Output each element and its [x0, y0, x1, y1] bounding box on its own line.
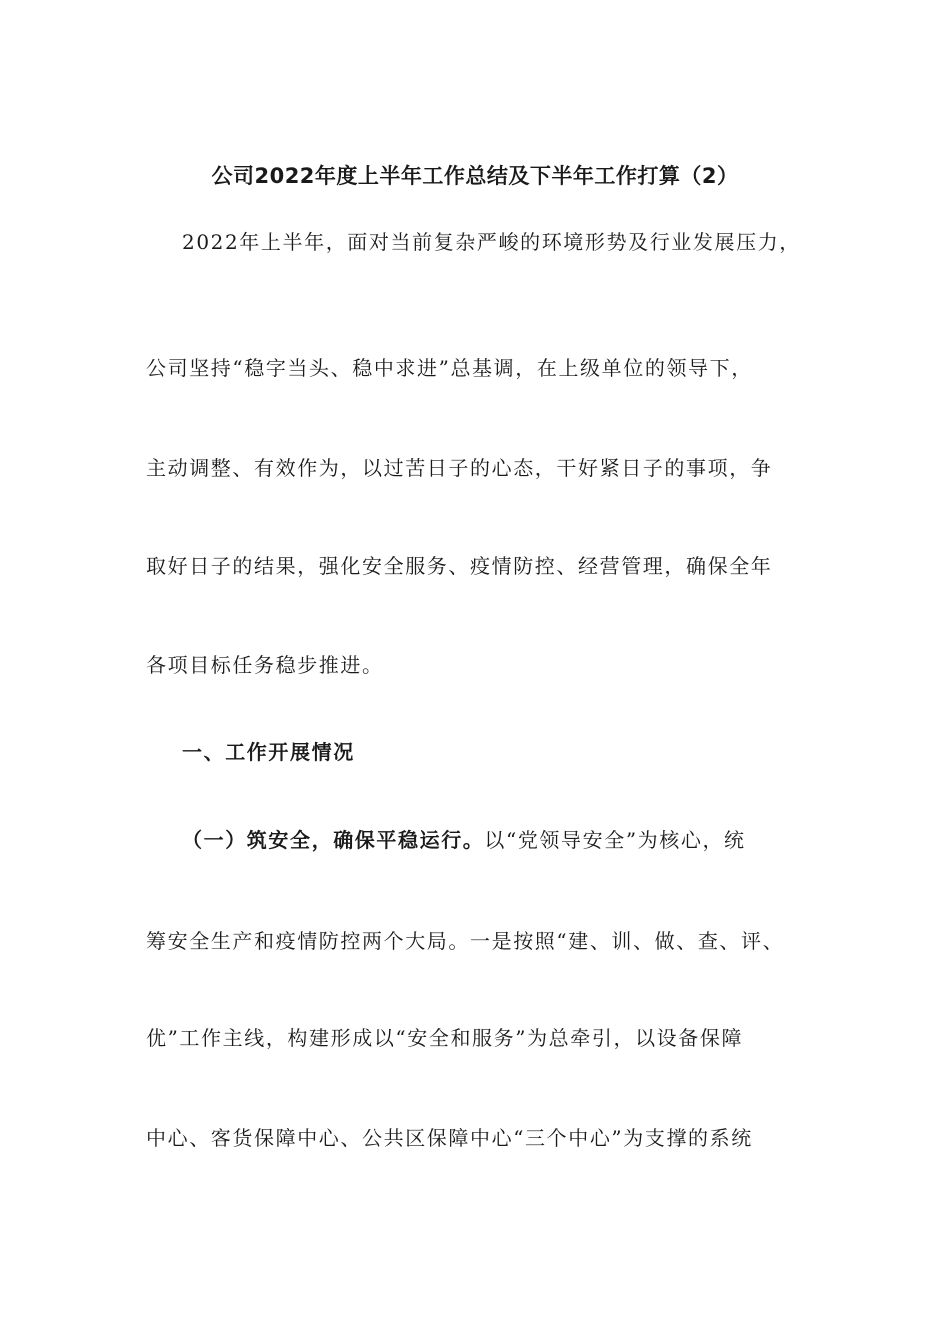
body-line-3: 中心、客货保障中心、公共区保障中心“三个中心”为支撑的系统 [146, 1126, 753, 1150]
subsection-first-line [182, 826, 746, 854]
subsection-first-line-text: 以“党领导安全”为核心，统 [484, 828, 746, 852]
intro-line-4: 取好日子的结果，强化安全服务、疫情防控、经营管理，确保全年 [146, 554, 773, 578]
intro-line-1: 2022年上半年，面对当前复杂严峻的环境形势及行业发展压力， [182, 230, 801, 254]
section-heading: 一、工作开展情况 [182, 740, 355, 764]
document-title: 公司2022年度上半年工作总结及下半年工作打算（2） [211, 164, 739, 188]
intro-line-2: 公司坚持“稳字当头、稳中求进”总基调，在上级单位的领导下， [146, 356, 753, 380]
intro-line-5: 各项目标任务稳步推进。 [146, 653, 384, 677]
intro-line-3: 主动调整、有效作为，以过苦日子的心态，干好紧日子的事项，争 [146, 456, 773, 480]
body-line-1: 筹安全生产和疫情防控两个大局。一是按照“建、训、做、查、评、 [146, 929, 785, 953]
subsection-heading: （一）筑安全，确保平稳运行。 [182, 828, 485, 852]
body-line-2: 优”工作主线，构建形成以“安全和服务”为总牵引，以设备保障 [146, 1026, 744, 1050]
